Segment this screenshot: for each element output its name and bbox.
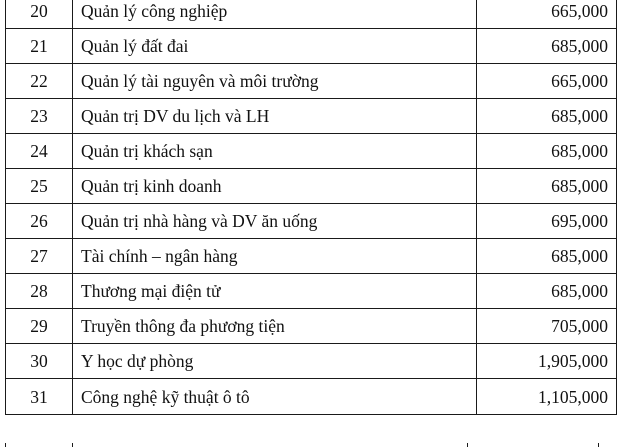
program-name: Quản trị khách sạn — [73, 134, 477, 169]
table-row — [6, 0, 617, 29]
program-name: Thương mại điện tử — [73, 274, 477, 309]
table-row — [6, 309, 617, 344]
fee-amount: 685,000 — [477, 274, 617, 309]
fee-amount: 1,105,000 — [477, 379, 617, 415]
table-row — [6, 169, 617, 204]
fee-amount: 685,000 — [477, 239, 617, 274]
table-row — [6, 239, 617, 274]
program-name: Quản trị kinh doanh — [73, 169, 477, 204]
fee-amount: 1,905,000 — [477, 344, 617, 379]
table-row — [6, 134, 617, 169]
table-row — [6, 344, 617, 379]
program-name: Quản trị DV du lịch và LH — [73, 99, 477, 134]
table-row — [6, 274, 617, 309]
fee-amount: 705,000 — [477, 309, 617, 344]
program-name: Tài chính – ngân hàng — [73, 239, 477, 274]
fee-amount: 685,000 — [477, 29, 617, 64]
column-divider — [72, 443, 73, 447]
row-number: 24 — [6, 134, 73, 169]
row-number: 31 — [6, 379, 73, 415]
row-number: 21 — [6, 29, 73, 64]
table-row — [6, 379, 617, 415]
table-row — [6, 204, 617, 239]
row-number: 20 — [6, 0, 73, 29]
table-body — [6, 0, 617, 415]
fee-amount: 685,000 — [477, 169, 617, 204]
row-number: 22 — [6, 64, 73, 99]
fee-amount: 665,000 — [477, 0, 617, 29]
fee-amount: 695,000 — [477, 204, 617, 239]
fee-amount: 665,000 — [477, 64, 617, 99]
row-number: 23 — [6, 99, 73, 134]
table-row — [6, 29, 617, 64]
table-row — [6, 64, 617, 99]
column-divider — [467, 443, 468, 447]
fee-amount: 685,000 — [477, 99, 617, 134]
program-name: Y học dự phòng — [73, 344, 477, 379]
program-name: Quản lý công nghiệp — [73, 0, 477, 29]
program-name: Quản lý đất đai — [73, 29, 477, 64]
tuition-fee-table — [5, 0, 617, 415]
next-row-edge — [5, 443, 599, 447]
program-name: Quản trị nhà hàng và DV ăn uống — [73, 204, 477, 239]
program-name: Công nghệ kỹ thuật ô tô — [73, 379, 477, 415]
row-number: 26 — [6, 204, 73, 239]
row-number: 27 — [6, 239, 73, 274]
fee-amount: 685,000 — [477, 134, 617, 169]
row-number: 28 — [6, 274, 73, 309]
table-row — [6, 99, 617, 134]
row-number: 25 — [6, 169, 73, 204]
row-number: 29 — [6, 309, 73, 344]
program-name: Truyền thông đa phương tiện — [73, 309, 477, 344]
row-number: 30 — [6, 344, 73, 379]
program-name: Quản lý tài nguyên và môi trường — [73, 64, 477, 99]
